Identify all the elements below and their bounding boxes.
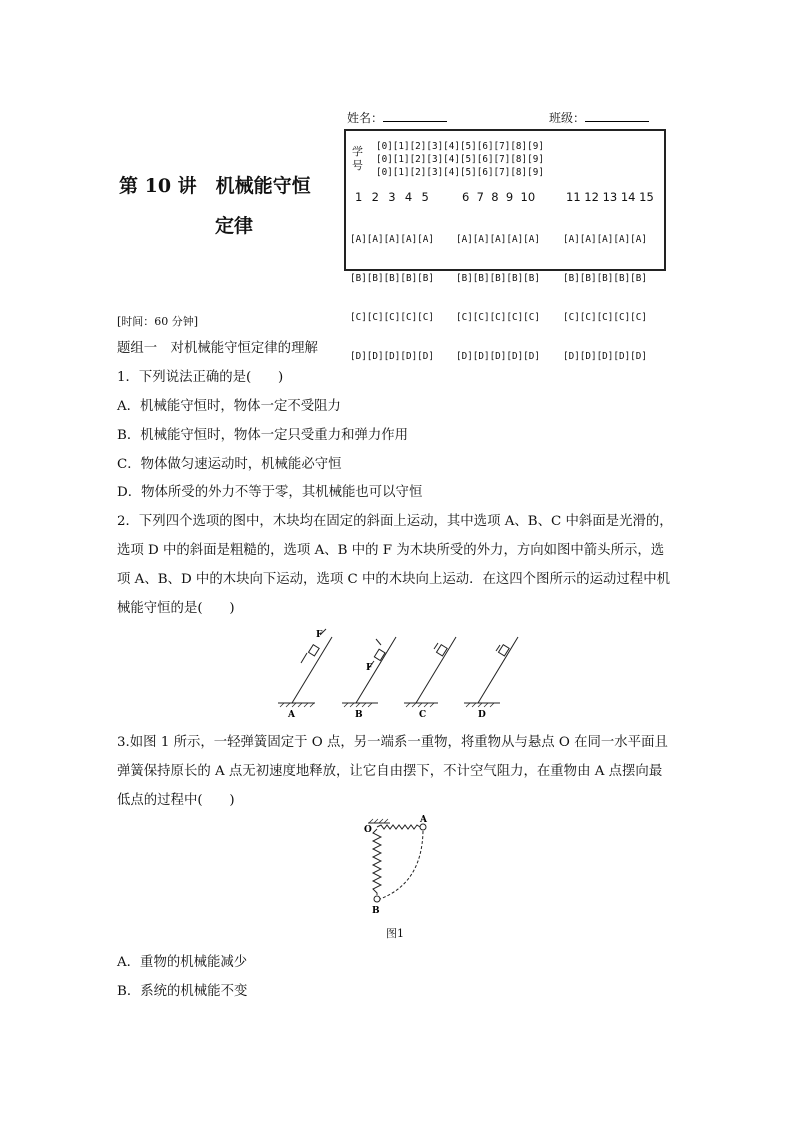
q3-line-1: 3.如图 1 所示，一轻弹簧固定于 O 点，另一端系一重物，将重物从与悬点 O 在同一水平面且 <box>117 735 668 750</box>
q3-line-3: 低点的过程中( ) <box>117 793 235 808</box>
q3-option-a[interactable]: A．重物的机械能减少 <box>117 955 248 970</box>
q2-line-2: 选项 D 中的斜面是粗糙的，选项 A、B 中的 F 为木块所受的外力，方向如图中箭头所示，选 <box>117 543 665 558</box>
group-title: 题组一 对机械能守恒定律的理解 <box>117 341 318 356</box>
option-row[interactable]: [A][A][A][A][A] <box>563 234 647 245</box>
spring-pendulum-figure <box>360 813 440 918</box>
option-row[interactable]: [D][D][D][D][D] <box>456 351 540 362</box>
id-row[interactable]: [0][1][2][3][4][5][6][7][8][9] <box>376 167 544 178</box>
lesson-title-line1: 第 10 讲 机械能守恒 <box>119 175 311 197</box>
q2-line-4: 械能守恒的是( ) <box>117 601 235 616</box>
option-row[interactable]: [D][D][D][D][D] <box>563 351 647 362</box>
q1-stem: 1．下列说法正确的是( ) <box>117 370 284 385</box>
q1-option-a[interactable]: A．机械能守恒时，物体一定不受阻力 <box>117 399 341 414</box>
q2-line-1: 2．下列四个选项的图中，木块均在固定的斜面上运动，其中选项 A、B、C 中斜面是光滑的， <box>117 514 673 529</box>
force-label-b: F <box>366 663 373 673</box>
q1-option-c[interactable]: C．物体做匀速运动时，机械能必守恒 <box>117 457 342 472</box>
name-field <box>347 109 447 126</box>
option-row[interactable]: [A][A][A][A][A] <box>456 234 540 245</box>
question-numbers-group3: 11 12 13 14 15 <box>566 190 654 204</box>
name-blank[interactable] <box>383 109 447 122</box>
option-row[interactable]: [C][C][C][C][C] <box>563 312 647 323</box>
answer-sheet <box>344 129 666 362</box>
figure-label-d: D <box>478 710 486 720</box>
point-o-label: O <box>364 825 372 835</box>
point-a-label: A <box>420 815 427 825</box>
option-block-3[interactable] <box>563 207 647 389</box>
option-block-2[interactable] <box>456 207 540 389</box>
option-block-1[interactable] <box>350 207 434 389</box>
option-row[interactable]: [B][B][B][B][B] <box>456 273 540 284</box>
class-field <box>549 109 649 126</box>
option-row[interactable]: [A][A][A][A][A] <box>350 234 434 245</box>
incline-figures <box>270 625 530 720</box>
force-label-a: F <box>316 630 323 640</box>
point-b-label: B <box>372 906 380 916</box>
q1-option-d[interactable]: D．物体所受的外力不等于零，其机械能也可以守恒 <box>117 485 423 500</box>
figure-caption: 图1 <box>386 927 404 940</box>
lesson-title-line2: 定律 <box>215 215 254 237</box>
figure-label-c: C <box>419 710 427 720</box>
q3-line-2: 弹簧保持原长的 A 点无初速度地释放，让它自由摆下，不计空气阻力，在重物由 A 点摆向最 <box>117 764 663 779</box>
option-row[interactable]: [C][C][C][C][C] <box>456 312 540 323</box>
figure-label-b: B <box>355 710 363 720</box>
id-row[interactable]: [0][1][2][3][4][5][6][7][8][9] <box>376 141 544 152</box>
question-numbers-group1: 1 2 3 4 5 <box>355 190 429 204</box>
q3-option-b[interactable]: B．系统的机械能不变 <box>117 984 248 999</box>
class-label: 班级： <box>549 111 586 125</box>
q1-option-b[interactable]: B．机械能守恒时，物体一定只受重力和弹力作用 <box>117 428 409 443</box>
option-row[interactable]: [B][B][B][B][B] <box>563 273 647 284</box>
id-row[interactable]: [0][1][2][3][4][5][6][7][8][9] <box>376 154 544 165</box>
class-blank[interactable] <box>585 109 649 122</box>
option-row[interactable]: [D][D][D][D][D] <box>350 351 434 362</box>
option-row[interactable]: [C][C][C][C][C] <box>350 312 434 323</box>
figure-label-a: A <box>288 710 295 720</box>
q2-line-3: 项 A、B、D 中的木块向下运动，选项 C 中的木块向上运动．在这四个图所示的运动过程中机 <box>117 572 670 587</box>
question-numbers-group2: 6 7 8 9 10 <box>462 190 536 204</box>
time-note: [时间：60 分钟] <box>117 315 199 328</box>
student-id-label: 学号 <box>352 145 363 172</box>
name-label: 姓名： <box>347 111 384 125</box>
option-row[interactable]: [B][B][B][B][B] <box>350 273 434 284</box>
